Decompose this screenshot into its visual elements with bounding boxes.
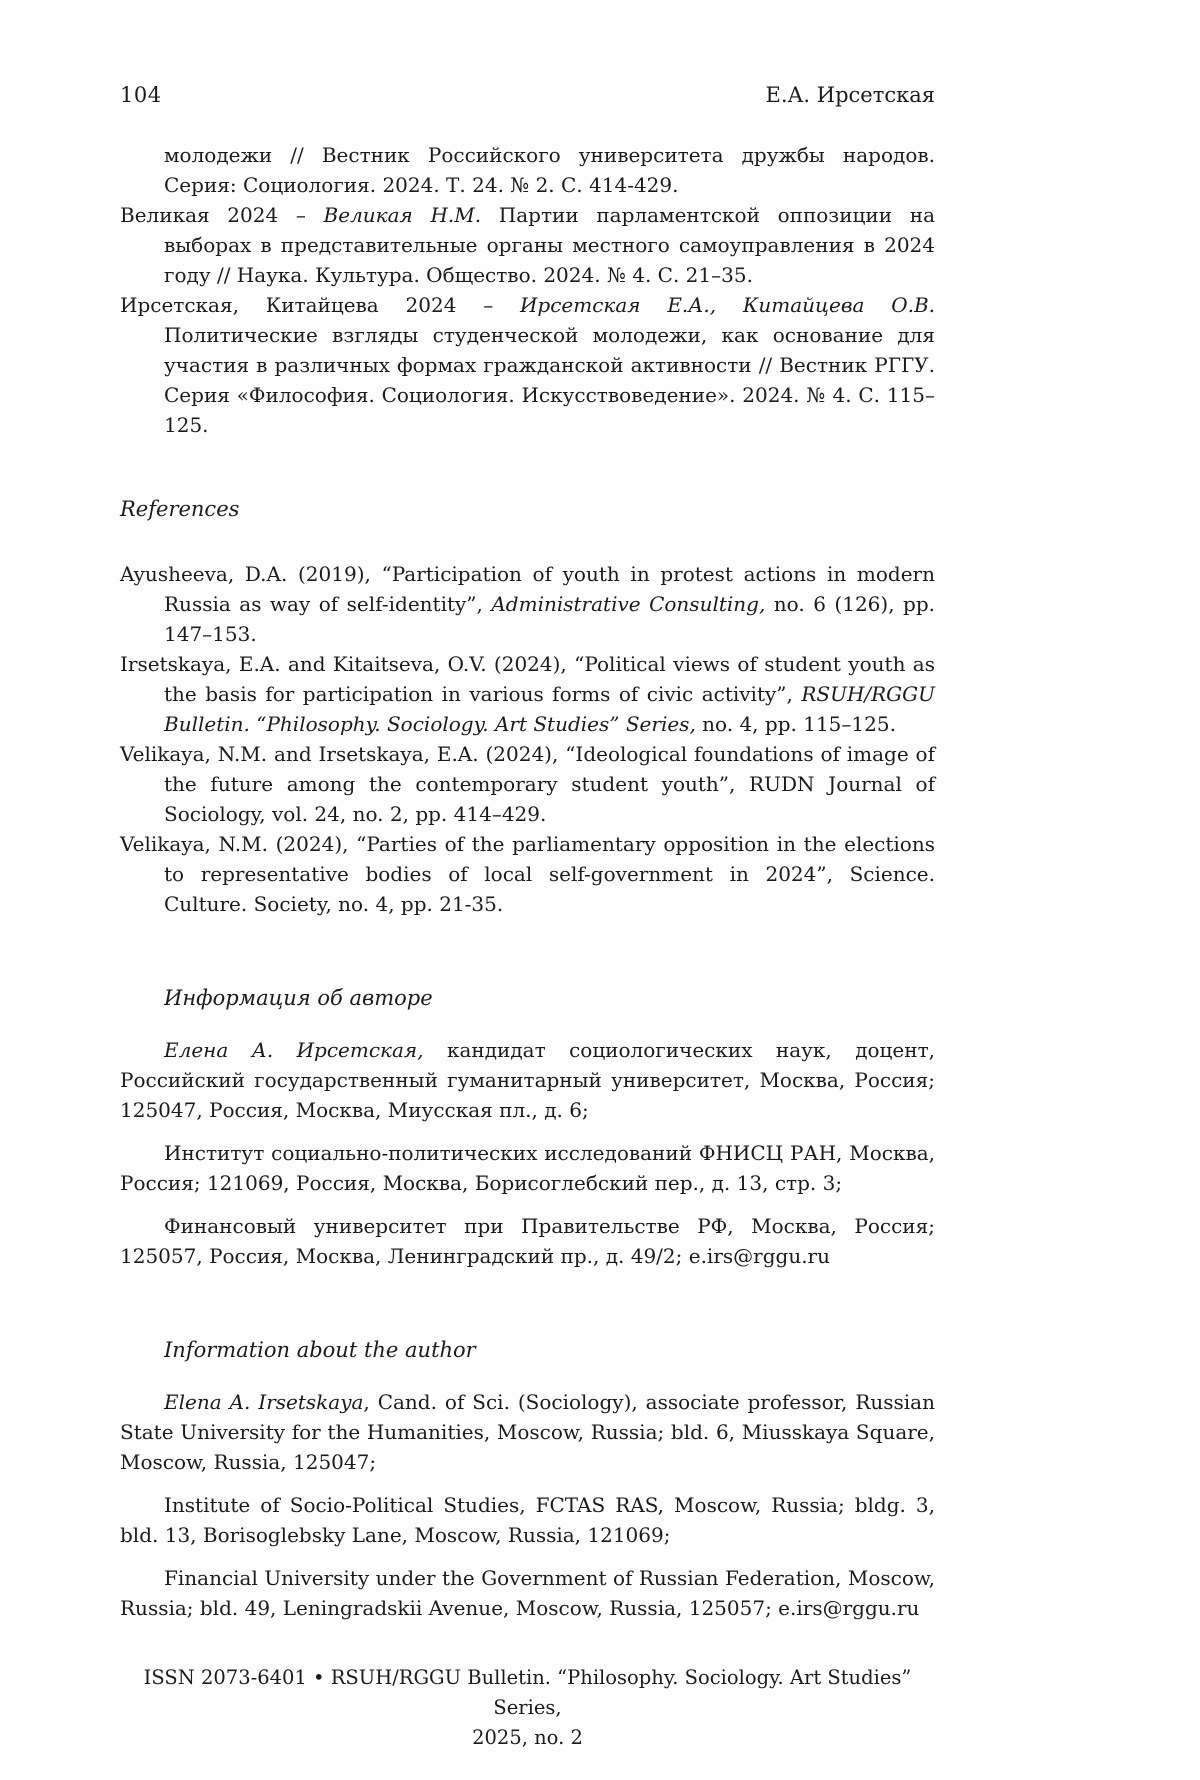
text-segment: Ирсетская Е.А., Китайцева О.В.: [519, 293, 935, 317]
references-list: [120, 559, 935, 919]
text-segment: Velikaya, N.M. and Irsetskaya, E.A. (2024), “Ideological foundations of image of the future among the contemporary student youth”, RUDN Journal of Sociology, vol. 24, no. 2, pp. 414–429.: [120, 742, 935, 826]
author-info-ru-paragraphs: [120, 1035, 935, 1271]
text-segment: Великая 2024 –: [120, 203, 324, 227]
bibliography-entry: [120, 140, 935, 200]
text-segment: no. 6 (126), pp. 147–153.: [164, 592, 935, 646]
text-segment: Financial University under the Government of Russian Federation, Moscow, Russia; bld. 49, Leningradskii Avenue, Moscow, Russia, 125057; e.irs@rggu.ru: [120, 1566, 935, 1620]
text-segment: Institute of Socio-Political Studies, FCTAS RAS, Moscow, Russia; bldg. 3, bld. 13, Borisoglebsky Lane, Moscow, Russia, 121069;: [120, 1493, 935, 1547]
page-footer: [120, 1623, 935, 1753]
author-info-en-heading: Information about the author: [164, 1338, 476, 1362]
text-segment: , Cand. of Sci. (Sociology), associate professor, Russian State University for the Humanities, Moscow, Russia; bld. 6, Miusskaya Square, Moscow, Russia, 125047;: [120, 1390, 935, 1474]
reference-entry: [120, 829, 935, 919]
text-segment: Ayusheeva, D.A. (2019), “Participation of youth in protest actions in modern Russia as way of self-identity”,: [120, 562, 935, 616]
reference-entry: [120, 739, 935, 829]
text-segment: Елена А. Ирсетская,: [164, 1038, 424, 1062]
page-number: 104: [120, 83, 162, 107]
text-segment: молодежи // Вестник Российского университета дружбы народов. Серия: Социология. 2024. Т. 24. № 2. С. 414-429.: [164, 143, 935, 197]
author-info-paragraph: [120, 1387, 935, 1477]
footer-line-2: 2025, no. 2: [472, 1726, 583, 1749]
text-segment: Irsetskaya, E.A. and Kitaitseva, O.V. (2024), “Political views of student youth as the basis for participation in various forms of civic activity”,: [120, 652, 935, 706]
bibliography-entry: [120, 290, 935, 440]
text-segment: Velikaya, N.M. (2024), “Parties of the parliamentary opposition in the elections to representative bodies of local self-government in 2024”, Science. Culture. Society, no. 4, pp. 21-35.: [120, 832, 935, 916]
text-segment: Политические взгляды студенческой молодежи, как основание для участия в различных формах гражданской активности // Вестник РГГУ. Серия «Философия. Социология. Искусствоведение». 2024. № 4. С. 115–125.: [164, 323, 935, 437]
references-heading: References: [120, 497, 240, 521]
text-segment: кандидат социологических наук, доцент, Российский государственный гуманитарный университет, Москва, Россия; 125047, Россия, Москва, Миусская пл., д. 6;: [120, 1038, 935, 1122]
text-segment: Elena A. Irsetskaya: [164, 1390, 364, 1414]
author-info-paragraph: [120, 1035, 935, 1125]
page-header: [120, 80, 935, 110]
reference-entry: [120, 559, 935, 649]
author-info-paragraph: [120, 1138, 935, 1198]
reference-entry: [120, 649, 935, 739]
author-info-paragraph: [120, 1490, 935, 1550]
text-segment: Финансовый университет при Правительстве РФ, Москва, Россия; 125057, Россия, Москва, Ленинградский пр., д. 49/2; e.irs@rggu.ru: [120, 1214, 935, 1268]
text-segment: Институт социально-политических исследований ФНИСЦ РАН, Москва, Россия; 121069, Россия, Москва, Борисоглебский пер., д. 13, стр. 3;: [120, 1141, 935, 1195]
text-segment: Ирсетская, Китайцева 2024 –: [120, 293, 520, 317]
running-head: Е.А. Ирсетская: [765, 83, 935, 107]
text-segment: Administrative Consulting,: [491, 592, 766, 616]
author-info-paragraph: [120, 1211, 935, 1271]
footer-line-1: ISSN 2073-6401 • RSUH/RGGU Bulletin. “Philosophy. Sociology. Art Studies” Series,: [143, 1666, 912, 1719]
author-info-en-paragraphs: [120, 1387, 935, 1623]
text-segment: Великая Н.М.: [323, 203, 482, 227]
text-segment: no. 4, pp. 115–125.: [695, 712, 896, 736]
text-segment: Партии парламентской оппозиции на выборах в представительные органы местного самоуправления в 2024 году // Наука. Культура. Общество. 2024. № 4. С. 21–35.: [164, 203, 935, 287]
author-info-ru-heading: Информация об авторе: [164, 986, 433, 1010]
author-info-paragraph: [120, 1563, 935, 1623]
bibliography-entry: [120, 200, 935, 290]
text-segment: RSUH/RGGU Bulletin. “Philosophy. Sociology. Art Studies” Series,: [164, 682, 935, 736]
bibliography-list: [120, 140, 935, 440]
